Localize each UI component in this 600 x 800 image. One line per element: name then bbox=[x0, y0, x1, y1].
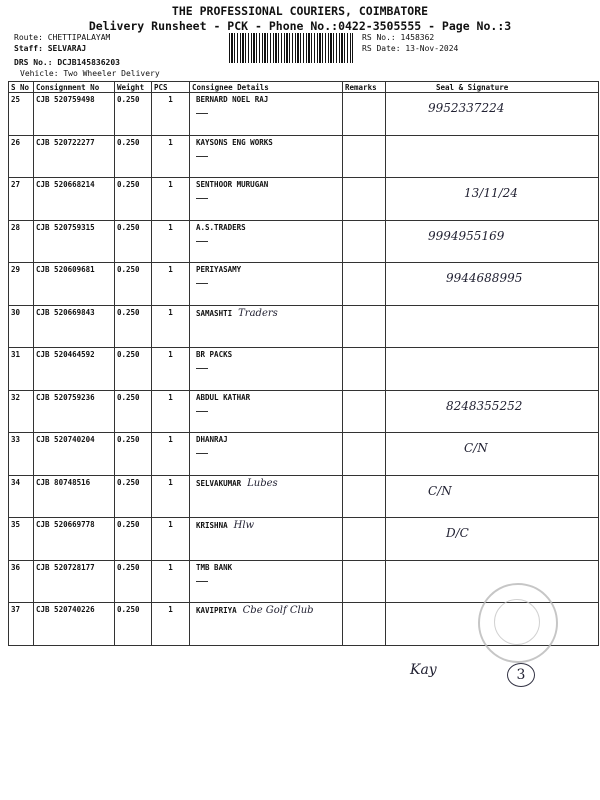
handwritten-signature: 9952337224 bbox=[428, 101, 505, 115]
blank-dash bbox=[196, 411, 208, 412]
handwritten-signature: 9994955169 bbox=[428, 228, 505, 243]
row-weight: 0.250 bbox=[115, 433, 152, 476]
row-signature bbox=[386, 433, 599, 476]
row-weight: 0.250 bbox=[115, 135, 152, 178]
row-consignee bbox=[190, 518, 343, 561]
row-consignment-no: CJB 80748516 bbox=[34, 475, 115, 518]
row-consignment-no: CJB 520464592 bbox=[34, 348, 115, 391]
consignee-name: BERNARD NOEL RAJ bbox=[196, 95, 269, 104]
row-consignment-no: CJB 520740226 bbox=[34, 603, 115, 646]
golf-club-seal bbox=[478, 583, 558, 663]
row-signature bbox=[386, 93, 599, 136]
page-mark: 3 bbox=[507, 663, 535, 687]
row-consignee bbox=[190, 348, 343, 391]
row-sno: 26 bbox=[9, 135, 34, 178]
handwritten-note: Hlw bbox=[233, 520, 255, 531]
row-consignee bbox=[190, 433, 343, 476]
row-consignee bbox=[190, 305, 343, 348]
row-weight: 0.250 bbox=[115, 603, 152, 646]
table-row bbox=[9, 178, 599, 221]
handwritten-signature: C/N bbox=[464, 441, 488, 455]
row-remarks bbox=[343, 263, 386, 306]
row-consignment-no: CJB 520669843 bbox=[34, 305, 115, 348]
row-consignment-no: CJB 520609681 bbox=[34, 263, 115, 306]
handwritten-note: Traders bbox=[238, 307, 278, 319]
row-weight: 0.250 bbox=[115, 390, 152, 433]
table-row bbox=[9, 390, 599, 433]
consignee-name: ABDUL KATHAR bbox=[196, 392, 251, 402]
row-remarks bbox=[343, 560, 386, 603]
table-row bbox=[9, 220, 599, 263]
col-signature: Seal & Signature bbox=[386, 82, 599, 93]
blank-dash bbox=[196, 198, 208, 199]
row-consignee bbox=[190, 93, 343, 136]
handwritten-signature: 13/11/24 bbox=[464, 186, 518, 200]
blank-dash bbox=[196, 156, 208, 157]
consignee-name: PERIYASAMY bbox=[196, 265, 242, 274]
handwritten-note: Lubes bbox=[247, 477, 278, 489]
row-consignee bbox=[190, 475, 343, 518]
consignee-name: TMB BANK bbox=[196, 562, 233, 572]
table-row bbox=[9, 348, 599, 391]
row-pcs: 1 bbox=[152, 348, 190, 391]
row-consignee bbox=[190, 178, 343, 221]
col-consignee: Consignee Details bbox=[190, 82, 343, 93]
consignee-name: KRISHNA bbox=[196, 521, 228, 530]
row-remarks bbox=[343, 135, 386, 178]
row-sno: 35 bbox=[9, 518, 34, 561]
row-remarks bbox=[343, 518, 386, 561]
blank-dash bbox=[196, 113, 208, 114]
row-consignment-no: CJB 520728177 bbox=[34, 560, 115, 603]
row-sno: 32 bbox=[9, 390, 34, 433]
row-consignee bbox=[190, 135, 343, 178]
row-pcs: 1 bbox=[152, 135, 190, 178]
consignee-name: SELVAKUMAR bbox=[196, 478, 242, 488]
row-sno: 34 bbox=[9, 475, 34, 518]
row-signature bbox=[386, 263, 599, 306]
row-remarks bbox=[343, 305, 386, 348]
consignee-name: KAVIPRIYA bbox=[196, 606, 237, 615]
drs-label: DRS No.: DCJB145836203 bbox=[14, 58, 120, 67]
table-row bbox=[9, 93, 599, 136]
row-pcs: 1 bbox=[152, 560, 190, 603]
row-sno: 33 bbox=[9, 433, 34, 476]
table-header-row bbox=[9, 82, 599, 93]
row-consignment-no: CJB 520669778 bbox=[34, 518, 115, 561]
row-remarks bbox=[343, 603, 386, 646]
row-consignment-no: CJB 520740204 bbox=[34, 433, 115, 476]
row-sno: 37 bbox=[9, 603, 34, 646]
row-consignee bbox=[190, 263, 343, 306]
col-remarks: Remarks bbox=[343, 82, 386, 93]
row-weight: 0.250 bbox=[115, 560, 152, 603]
row-sno: 29 bbox=[9, 263, 34, 306]
row-consignee bbox=[190, 390, 343, 433]
col-pcs: PCS bbox=[152, 82, 190, 93]
row-consignee bbox=[190, 560, 343, 603]
row-weight: 0.250 bbox=[115, 263, 152, 306]
row-consignment-no: CJB 520759498 bbox=[34, 93, 115, 136]
rs-no-label: RS No.: 1458362 bbox=[362, 33, 435, 42]
handwritten-signature: C/N bbox=[428, 483, 452, 498]
row-consignment-no: CJB 520759236 bbox=[34, 390, 115, 433]
table-row bbox=[9, 433, 599, 476]
row-pcs: 1 bbox=[152, 263, 190, 306]
row-signature bbox=[386, 518, 599, 561]
row-weight: 0.250 bbox=[115, 305, 152, 348]
row-pcs: 1 bbox=[152, 390, 190, 433]
row-weight: 0.250 bbox=[115, 475, 152, 518]
row-remarks bbox=[343, 220, 386, 263]
consignee-name: DHANRAJ bbox=[196, 435, 228, 444]
row-pcs: 1 bbox=[152, 178, 190, 221]
row-consignment-no: CJB 520722277 bbox=[34, 135, 115, 178]
row-weight: 0.250 bbox=[115, 518, 152, 561]
row-sno: 30 bbox=[9, 305, 34, 348]
row-pcs: 1 bbox=[152, 603, 190, 646]
row-remarks bbox=[343, 348, 386, 391]
row-weight: 0.250 bbox=[115, 93, 152, 136]
row-remarks bbox=[343, 390, 386, 433]
row-pcs: 1 bbox=[152, 220, 190, 263]
blank-dash bbox=[196, 453, 208, 454]
row-remarks bbox=[343, 433, 386, 476]
row-pcs: 1 bbox=[152, 518, 190, 561]
row-signature bbox=[386, 305, 599, 348]
row-signature bbox=[386, 220, 599, 263]
row-pcs: 1 bbox=[152, 433, 190, 476]
handwritten-signature: 9944688995 bbox=[446, 271, 523, 285]
row-remarks bbox=[343, 475, 386, 518]
row-sno: 31 bbox=[9, 348, 34, 391]
row-sno: 36 bbox=[9, 560, 34, 603]
row-signature bbox=[386, 348, 599, 391]
route-label: Route: CHETTIPALAYAM bbox=[14, 33, 111, 42]
page-title: THE PROFESSIONAL COURIERS, COIMBATORE bbox=[171, 4, 429, 18]
row-sno: 25 bbox=[9, 93, 34, 136]
table-row bbox=[9, 263, 599, 306]
row-sno: 28 bbox=[9, 220, 34, 263]
page-subtitle: Delivery Runsheet - PCK - Phone No.:0422-3505555 - Page No.:3 bbox=[88, 19, 512, 33]
table-row bbox=[9, 305, 599, 348]
row-consignment-no: CJB 520668214 bbox=[34, 178, 115, 221]
blank-dash bbox=[196, 241, 208, 242]
staff-label: Staff: SELVARAJ bbox=[14, 44, 87, 53]
row-weight: 0.250 bbox=[115, 348, 152, 391]
handwritten-note: Cbe Golf Club bbox=[242, 605, 314, 616]
row-sno: 27 bbox=[9, 178, 34, 221]
vehicle-label: Vehicle: Two Wheeler Delivery bbox=[20, 69, 160, 78]
blank-dash bbox=[196, 283, 208, 284]
row-pcs: 1 bbox=[152, 475, 190, 518]
row-consignee bbox=[190, 220, 343, 263]
col-sno: S No bbox=[9, 82, 34, 93]
table-row bbox=[9, 518, 599, 561]
table-row bbox=[9, 135, 599, 178]
consignee-name: BR PACKS bbox=[196, 350, 233, 359]
row-remarks bbox=[343, 178, 386, 221]
rs-date-label: RS Date: 13-Nov-2024 bbox=[362, 44, 459, 53]
row-signature bbox=[386, 178, 599, 221]
row-pcs: 1 bbox=[152, 93, 190, 136]
table-row bbox=[9, 475, 599, 518]
col-consignment: Consignment No bbox=[34, 82, 115, 93]
row-remarks bbox=[343, 93, 386, 136]
handwritten-signature: D/C bbox=[446, 526, 469, 540]
consignee-name: KAYSONS ENG WORKS bbox=[196, 137, 273, 147]
row-weight: 0.250 bbox=[115, 220, 152, 263]
barcode bbox=[229, 33, 353, 63]
row-pcs: 1 bbox=[152, 305, 190, 348]
consignee-name: SENTHOOR MURUGAN bbox=[196, 180, 269, 189]
blank-dash bbox=[196, 581, 208, 582]
signature-mark: Kay bbox=[410, 662, 437, 678]
consignee-name: SAMASHTI bbox=[196, 308, 233, 318]
row-signature bbox=[386, 135, 599, 178]
col-weight: Weight bbox=[115, 82, 152, 93]
row-signature bbox=[386, 475, 599, 518]
row-weight: 0.250 bbox=[115, 178, 152, 221]
row-consignment-no: CJB 520759315 bbox=[34, 220, 115, 263]
row-consignee bbox=[190, 603, 343, 646]
consignee-name: A.S.TRADERS bbox=[196, 222, 246, 232]
runsheet-table bbox=[8, 81, 599, 646]
handwritten-signature: 8248355252 bbox=[446, 398, 523, 413]
row-signature bbox=[386, 390, 599, 433]
blank-dash bbox=[196, 368, 208, 369]
